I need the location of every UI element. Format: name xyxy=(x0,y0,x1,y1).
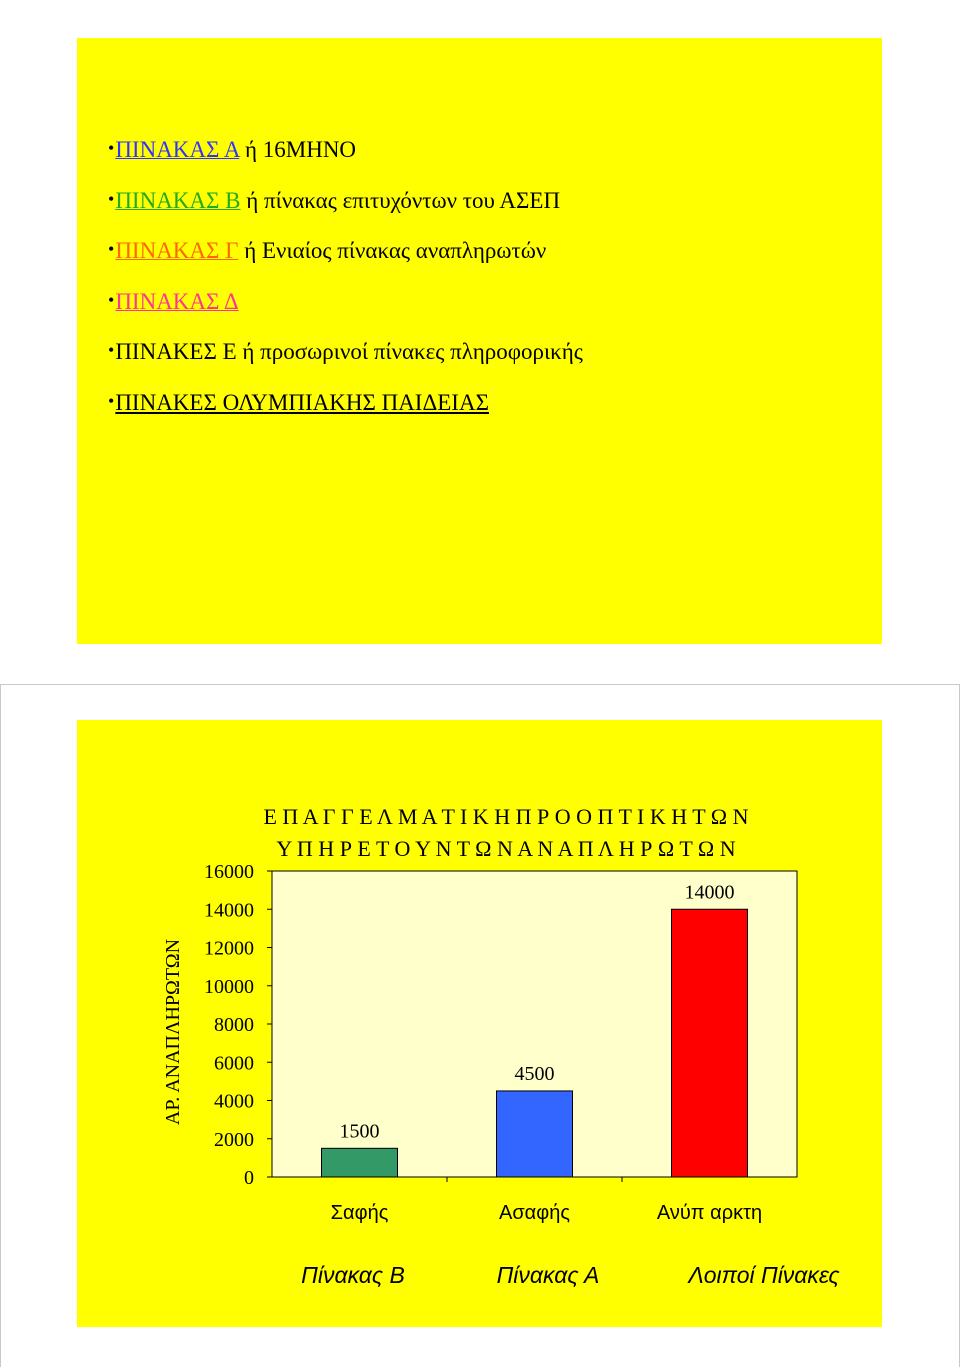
data-label: 14000 xyxy=(684,881,735,904)
data-label: 4500 xyxy=(514,1062,555,1085)
x-tick-label: Ανύπ αρκτη xyxy=(656,1202,763,1224)
x-tick-label: Ασαφής xyxy=(499,1202,570,1224)
bullet-item-1: •ΠΙΝΑΚΑΣ Β ή πίνακας επιτυχόντων του ΑΣΕΠ xyxy=(108,187,561,213)
bullet-highlight: ΠΙΝΑΚΑΣ Β xyxy=(115,187,241,213)
group-label: Λοιποί Πίνακες xyxy=(688,1262,840,1288)
bullet-text: ΠΙΝΑΚΕΣ ΟΛΥΜΠΙΑΚΗΣ ΠΑΙΔΕΙΑΣ xyxy=(115,389,489,415)
group-label: Πίνακας Α xyxy=(496,1262,600,1288)
bullet-item-4: •ΠΙΝΑΚΕΣ Ε ή προσωρινοί πίνακες πληροφορικής xyxy=(108,339,583,365)
y-tick-label: 8000 xyxy=(214,1014,254,1036)
group-labels xyxy=(301,1262,840,1288)
y-tick-label: 2000 xyxy=(214,1128,254,1151)
bullet-highlight: ΠΙΝΑΚΑΣ Α xyxy=(115,137,240,162)
bar xyxy=(497,1091,573,1177)
bullet-highlight: ΠΙΝΑΚΑΣ Δ xyxy=(115,288,239,314)
bullet-text: ΠΙΝΑΚΕΣ Ε ή προσωρινοί πίνακες πληροφορικής xyxy=(115,339,583,365)
bullet-item-5: •ΠΙΝΑΚΕΣ ΟΛΥΜΠΙΑΚΗΣ ΠΑΙΔΕΙΑΣ xyxy=(108,389,489,415)
x-axis-labels xyxy=(331,1177,762,1224)
bullet-highlight: ΠΙΝΑΚΑΣ Γ xyxy=(115,238,239,264)
y-tick-label: 16000 xyxy=(204,861,254,883)
y-tick-label: 12000 xyxy=(204,937,254,960)
y-tick-label: 14000 xyxy=(204,899,254,922)
y-axis-label: ΑΡ. ΑΝΑΠΛΗΡΩΤΩΝ xyxy=(162,938,184,1126)
chart-title-line1: Ε Π Α Γ Γ Ε Λ Μ Α Τ Ι Κ Η Π Ρ Ο Ο Π Τ Ι Κ Η Τ Ω Ν xyxy=(263,804,749,829)
y-axis-ticks xyxy=(204,861,272,1189)
bar xyxy=(322,1148,398,1177)
y-tick-label: 4000 xyxy=(214,1090,254,1113)
chart-title-line2: Υ Π Η Ρ Ε Τ Ο Υ Ν Τ Ω Ν Α Ν Α Π Λ Η Ρ Ω Τ Ω Ν xyxy=(276,836,736,861)
bullet-item-0: •ΠΙΝΑΚΑΣ Α ή 16ΜΗΝΟ xyxy=(108,137,357,162)
bullet-text: ή πίνακας επιτυχόντων του ΑΣΕΠ xyxy=(240,187,561,213)
bullet-text: ή Ενιαίος πίνακας αναπληρωτών xyxy=(238,238,547,264)
y-tick-label: 6000 xyxy=(214,1052,254,1075)
x-tick-label: Σαφής xyxy=(330,1202,389,1224)
y-tick-label: 10000 xyxy=(204,975,254,998)
y-tick-label: 0 xyxy=(244,1167,254,1189)
bar xyxy=(672,909,748,1177)
group-label: Πίνακας Β xyxy=(301,1262,405,1288)
data-label: 1500 xyxy=(339,1120,380,1143)
bullet-item-2: •ΠΙΝΑΚΑΣ Γ ή Ενιαίος πίνακας αναπληρωτών xyxy=(108,238,547,264)
bullet-item-3: •ΠΙΝΑΚΑΣ Δ xyxy=(108,288,239,314)
bullet-text: ή 16ΜΗΝΟ xyxy=(239,137,357,162)
